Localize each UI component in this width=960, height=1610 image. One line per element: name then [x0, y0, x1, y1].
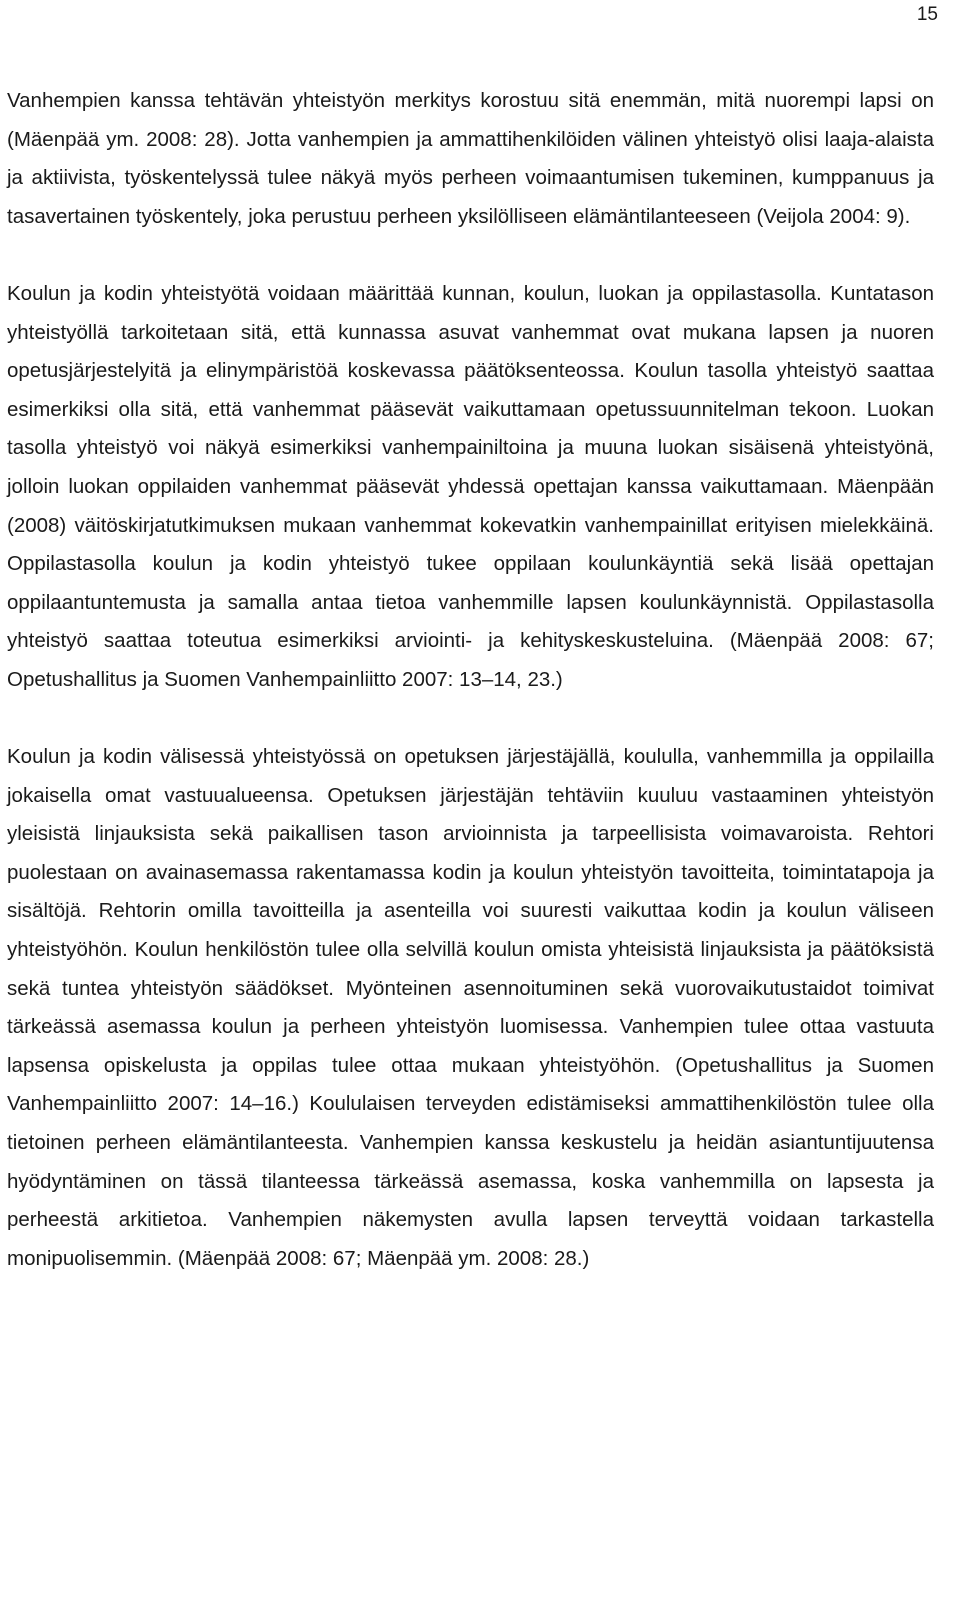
page-number: 15 — [916, 4, 938, 25]
paragraph: Vanhempien kanssa tehtävän yhteistyön merkitys korostuu sitä enemmän, mitä nuorempi lapsi on (Mäenpää ym. 2008: 28). Jotta vanhempien ja ammattihenkilöiden välinen yhteistyö olisi laaja-alaista ja aktiivista, työskentelyssä tulee näkyä myös perheen voimaantumisen tukeminen, kumppanuus ja tasavertainen työskentely, joka perustuu perheen yksilölliseen elämäntilanteeseen (Veijola 2004: 9). — [7, 89, 934, 228]
paragraph: Koulun ja kodin yhteistyötä voidaan määrittää kunnan, koulun, luokan ja oppilastasolla. Kuntatason yhteistyöllä tarkoitetaan sitä, että kunnassa asuvat vanhemmat ovat mukana lapsen ja nuoren opetusjärjestelyitä ja elinympäristöä koskevassa päätöksenteossa. Koulun tasolla yhteistyö saattaa esimerkiksi olla sitä, että vanhemmat pääsevät vaikuttamaan opetussuunnitelman tekoon. Luokan tasolla yhteistyö voi näkyä esimerkiksi vanhempainiltoina ja muuna luokan sisäisenä yhteistyönä, jolloin luokan oppilaiden vanhemmat pääsevät yhdessä opettajan kanssa vaikuttamaan. Mäenpään (2008) väitöskirjatutkimuksen mukaan vanhemmat kokevatkin vanhempainillat erityisen mielekkäinä. Oppilastasolla koulun ja kodin yhteistyö tukee oppilaan koulunkäyntiä sekä lisää opettajan oppilaantuntemusta ja samalla antaa tietoa vanhemmille lapsen koulunkäynnistä. Oppilastasolla yhteistyö saattaa toteutua esimerkiksi arviointi- ja kehityskeskusteluina. (Mäenpää 2008: 67; Opetushallitus ja Suomen Vanhempainliitto 2007: 13–14, 23.) — [7, 281, 934, 691]
paragraph: Koulun ja kodin välisessä yhteistyössä on opetuksen järjestäjällä, koululla, vanhemmilla ja oppilailla jokaisella omat vastuualueensa. Opetuksen järjestäjän tehtäviin kuuluu vastaaminen yhteistyön yleisistä linjauksista sekä paikallisen tason arvioinnista ja tarpeellisista voimavaroista. Rehtori puolestaan on avainasemassa rakentamassa kodin ja koulun yhteistyön tavoitteita, toimintatapoja ja sisältöjä. Rehtorin omilla tavoitteilla ja asenteilla voi suuresti vaikuttaa kodin ja koulun väliseen yhteistyöhön. Koulun henkilöstön tulee olla selvillä koulun omista yhteisistä linjauksista ja päätöksistä sekä tuntea yhteistyön säädökset. Myönteinen asennoituminen sekä vuorovaikutustaidot toimivat tärkeässä asemassa koulun ja perheen yhteistyön luomisessa. Vanhempien tulee ottaa vastuuta lapsensa opiskelusta ja oppilas tulee ottaa mukaan yhteistyöhön. (Opetushallitus ja Suomen Vanhempainliitto 2007: 14–16.) Koululaisen terveyden edistämiseksi ammattihenkilöstön tulee olla tietoinen perheen elämäntilanteesta. Vanhempien kanssa keskustelu ja heidän asiantuntijuutensa hyödyntäminen on tässä tilanteessa tärkeässä asemassa, koska vanhemmilla on lapsesta ja perheestä arkitietoa. Vanhempien näkemysten avulla lapsen terveyttä voidaan tarkastella monipuolisemmin. (Mäenpää 2008: 67; Mäenpää ym. 2008: 28.) — [7, 745, 934, 1270]
body-text — [7, 82, 934, 1278]
